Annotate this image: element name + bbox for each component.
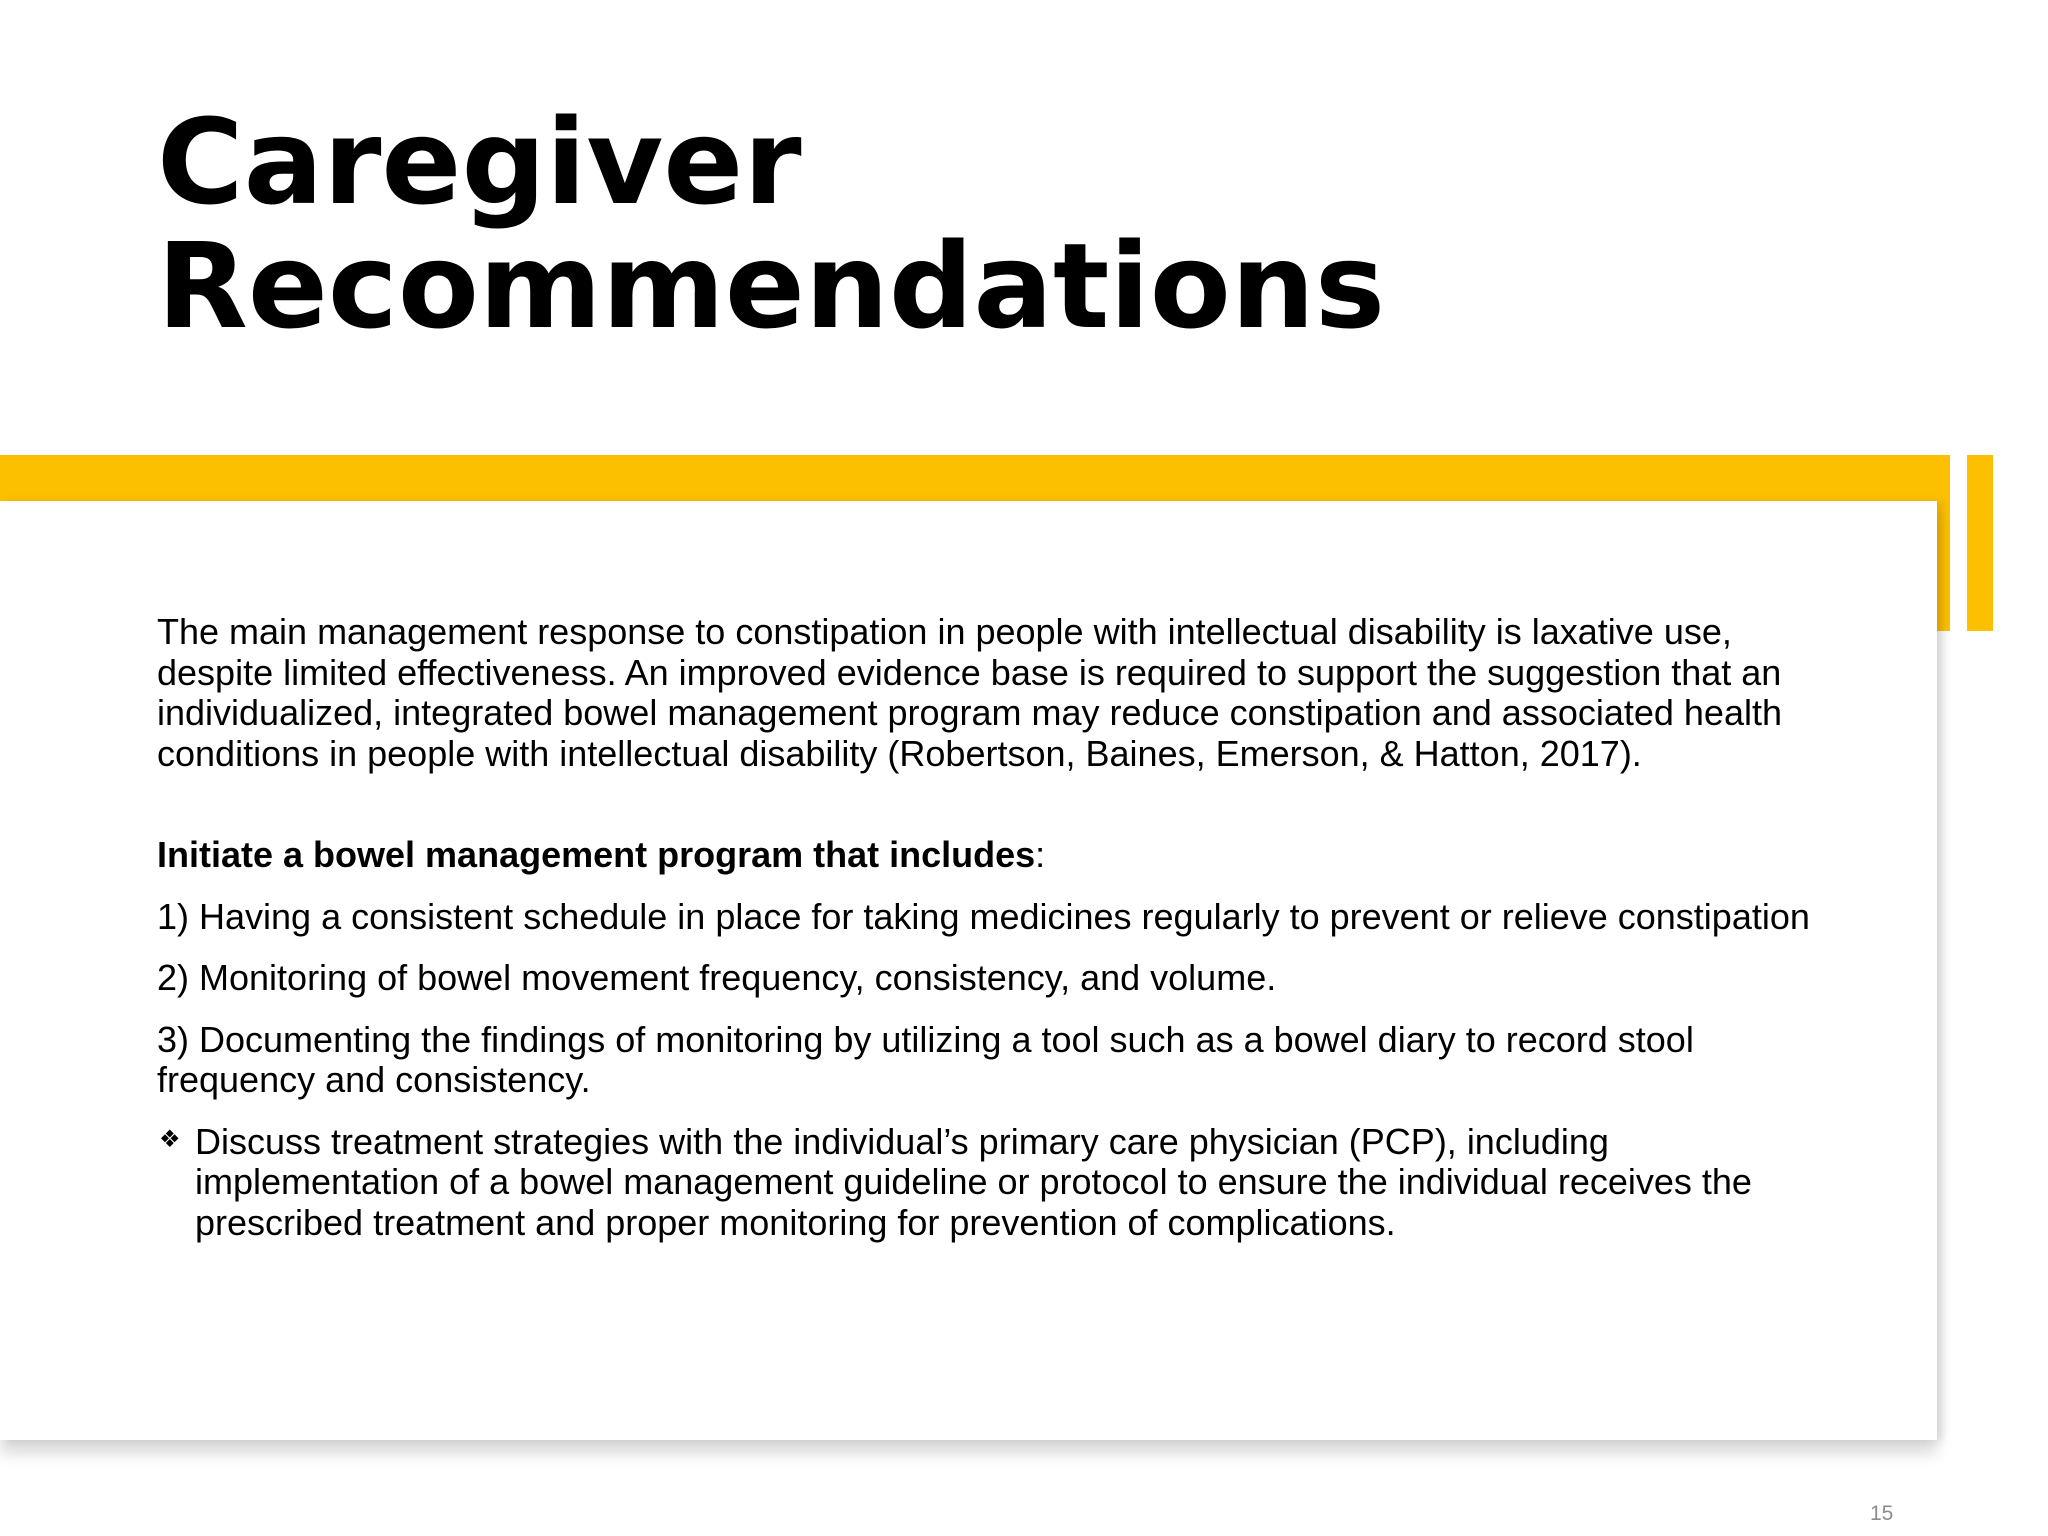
page-number: 15 <box>1870 1502 1894 1525</box>
accent-stripe-left <box>1935 455 1950 631</box>
list-item-3: 3) Documenting the findings of monitoring by utilizing a tool such as a bowel diary to record stool frequency and consistency. <box>157 1018 1694 1100</box>
accent-stripe-right <box>1967 455 1993 631</box>
slide-title <box>157 93 1386 355</box>
intro-paragraph: The main management response to constipation in people with intellectual disability is laxative use, despite limited effectiveness. An improved evidence base is required to support the suggestion that an individualized, integrated bowel management program may reduce constipation and associated health conditions in people with intellectual disability (Robertson, Baines, Emerson, & Hatton, 2017). <box>157 611 1782 774</box>
list-item-2: 2) Monitoring of bowel movement frequency, consistency, and volume. <box>157 957 1277 998</box>
bullet-item <box>157 1122 1857 1244</box>
body-text <box>157 612 1857 1243</box>
program-heading <box>157 835 1857 876</box>
list-item-1: 1) Having a consistent schedule in place for taking medicines regularly to prevent or relieve constipation <box>157 895 1810 937</box>
program-heading-colon: : <box>1035 834 1046 875</box>
four-diamond-icon: ❖ <box>159 1125 181 1153</box>
bullet-text: Discuss treatment strategies with the individual’s primary care physician (PCP), including implementation of a bowel management guideline or protocol to ensure the individual receives the prescribed treatment and proper monitoring for prevention of complications. <box>195 1120 1752 1243</box>
title-line-1: Caregiver <box>157 93 802 231</box>
title-line-2: Recommendations <box>157 217 1386 355</box>
accent-bar <box>0 455 1950 501</box>
program-heading-bold: Initiate a bowel management program that includes <box>157 834 1036 875</box>
